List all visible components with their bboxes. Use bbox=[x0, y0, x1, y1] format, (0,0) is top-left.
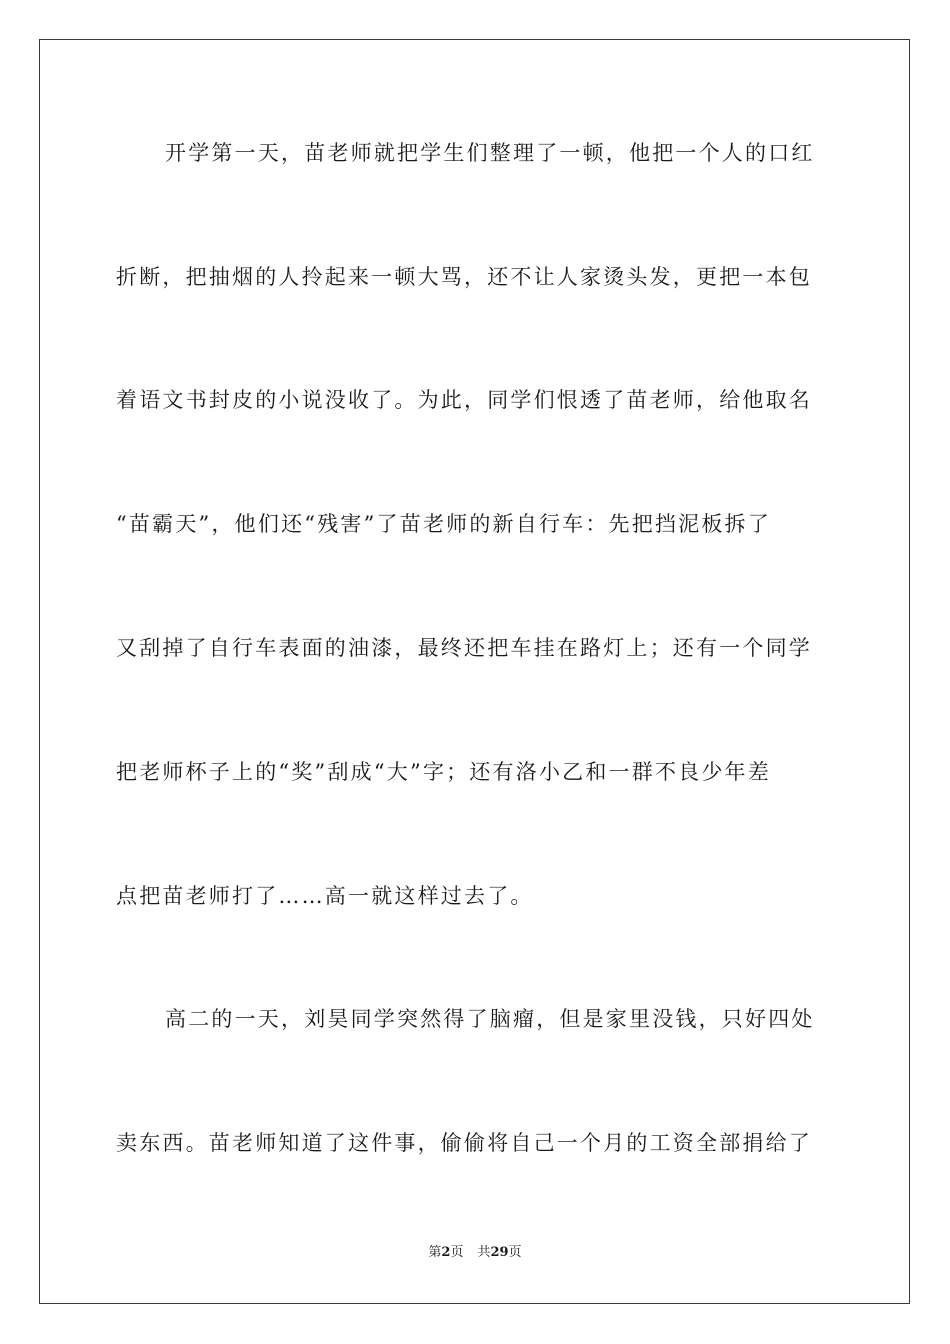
total-pages: 29 bbox=[490, 1245, 509, 1260]
page-border bbox=[39, 39, 910, 1304]
page-prefix: 第 bbox=[428, 1245, 442, 1260]
paragraph-2-line-1: 高二的一天，刘昊同学突然得了脑瘤，但是家里没钱，只好四处 bbox=[165, 1007, 815, 1031]
total-prefix: 共 bbox=[477, 1245, 491, 1260]
paragraph-1-line-3: 着语文书封皮的小说没收了。为此，同学们恨透了苗老师，给他取名 bbox=[116, 388, 812, 412]
page-footer bbox=[0, 1244, 950, 1262]
total-suffix: 页 bbox=[508, 1245, 522, 1260]
paragraph-1-line-5: 又刮掉了自行车表面的油漆，最终还把车挂在路灯上；还有一个同学 bbox=[116, 636, 812, 660]
page-number: 2 bbox=[441, 1245, 451, 1260]
paragraph-1-line-6: 把老师杯子上的“奖”刮成“大”字；还有洛小乙和一群不良少年差 bbox=[116, 760, 771, 784]
paragraph-1-line-7: 点把苗老师打了……高一就这样过去了。 bbox=[116, 884, 534, 908]
paragraph-1-line-2: 折断，把抽烟的人拎起来一顿大骂，还不让人家烫头发，更把一本包 bbox=[116, 265, 812, 289]
paragraph-1-line-4: “苗霸天”，他们还“残害”了苗老师的新自行车：先把挡泥板拆了 bbox=[116, 512, 771, 536]
paragraph-1-line-1: 开学第一天，苗老师就把学生们整理了一顿，他把一个人的口红 bbox=[165, 141, 815, 165]
page-suffix: 页 bbox=[450, 1245, 464, 1260]
paragraph-2-line-2: 卖东西。苗老师知道了这件事，偷偷将自己一个月的工资全部捐给了 bbox=[116, 1131, 812, 1155]
